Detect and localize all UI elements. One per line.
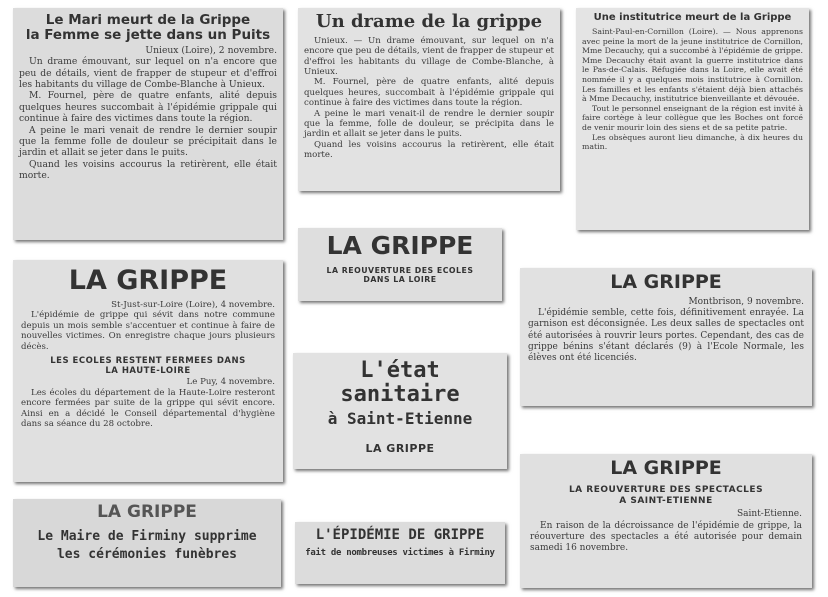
headline: Le Mari meurt de la Grippe [45, 12, 251, 28]
paragraph: Unieux. — Un drame émouvant, sur lequel on n'a encore que peu de détails, vient de frapper de stupeur et d'effroi les habitants du village de Combe-Blanche, à Unieux. [304, 35, 554, 78]
clipping-st-just [13, 260, 283, 482]
dateline: Le Puy, 4 novembre. [186, 376, 275, 387]
paragraph: L'épidémie de grippe qui sévit dans notre commune depuis un mois semble s'accentuer et continue à faire de nouvelles victimes. On enregistre chaque jours plusieurs décès. [21, 310, 275, 353]
subheading: DANS LA LOIRE [363, 275, 437, 285]
dateline: Unieux (Loire), 2 novembre. [145, 44, 277, 56]
subheading: A SAINT-ETIENNE [619, 496, 713, 507]
paragraph: Tout le personnel enseignant de la région est invité à faire cortège à leur collègue que les Boches ont forcé de venir mourir loin des siens et de sa petite patrie. [582, 103, 803, 132]
subheading: LA REOUVERTURE DES SPECTACLES [568, 484, 764, 495]
headline: L'ÉPIDÉMIE DE GRIPPE [315, 527, 485, 543]
clipping-maire-firminy [13, 499, 281, 587]
paragraph: Les obsèques auront lieu dimanche, à dix heures du matin. [582, 132, 803, 152]
paragraph: Les écoles du département de la Haute-Loire resteront encore fermées par suite de la grippe qui sévit encore. Ainsi en a décidé le Conseil départemental d'hygiène dans sa séance du 28 octobre. [21, 387, 275, 430]
headline: LA GRIPPE [68, 265, 228, 296]
subheading: LA HAUTE-LOIRE [105, 366, 191, 377]
clipping-montbrison [520, 268, 812, 406]
paragraph: Un drame émouvant, sur lequel on n'a encore que peu de détails, vient de frapper de stupeur et d'effroi les habitants du village de Combe-Blanche à Unieux. [19, 56, 277, 90]
clipping-institutrice [576, 8, 809, 230]
headline: LA GRIPPE [326, 231, 474, 260]
headline: LA GRIPPE [97, 502, 197, 522]
clipping-etat-sanitaire [293, 353, 507, 469]
dateline: St-Just-sur-Loire (Loire), 4 novembre. [111, 299, 275, 310]
dateline: Montbrison, 9 novembre. [688, 296, 804, 307]
headline: LA GRIPPE [610, 271, 722, 293]
headline: L'état sanitaire [340, 358, 460, 408]
headline: à Saint-Etienne [327, 409, 473, 429]
dateline: Saint-Etienne. [736, 509, 802, 520]
paragraph: M. Fournel, père de quatre enfants, alité depuis quelques heures succombait à l'épidémie grippale qui continue à faire des victimes dans toute la région. [19, 90, 277, 125]
subheading: LA GRIPPE [365, 441, 435, 455]
paragraph: L'épidémie semble, cette fois, définitivement enrayée. La garnison est déconsignée. Les deux salles de spectacles ont été autorisées à rouvrir leurs portes. Cependant, des cas de grippe bénins s'étant déclarés (9) à l'Ecole Normale, les élèves ont été licenciés. [528, 308, 804, 363]
clipping-drame-grippe [298, 8, 560, 191]
headline: les cérémonies funèbres [56, 546, 237, 562]
subheading: LES ECOLES RESTENT FERMEES DANS [50, 355, 246, 366]
subheading: LA REOUVERTURE DES ECOLES [326, 265, 474, 275]
headline: la Femme se jette dans un Puits [25, 26, 271, 43]
subheading: fait de nombreuses victimes à Firminy [305, 548, 495, 559]
headline: Un drame de la grippe [315, 11, 543, 32]
paragraph: En raison de la décroissance de l'épidémie de grippe, la réouverture des spectacles a été autorisée pour demain samedi 16 novembre. [530, 520, 802, 553]
headline: Une institutrice meurt de la Grippe [593, 12, 792, 23]
headline: Le Maire de Firminy supprime [37, 528, 257, 544]
paragraph: Quand les voisins accourus la retirèrent, elle était morte. [304, 139, 554, 161]
paragraph: M. Fournel, père de quatre enfants, alité depuis quelques heures, succombait à l'épidémie grippale qui continue à faire des victimes dans toute la région. [304, 77, 554, 109]
headline: LA GRIPPE [610, 457, 722, 479]
clipping-spectacles [520, 454, 812, 588]
clipping-epidemie-firminy [295, 522, 505, 584]
paragraph: Quand les voisins accourus la retirèrent, elle était morte. [19, 158, 277, 182]
clipping-reouverture-ecoles [298, 228, 502, 301]
paragraph: A peine le mari venait de rendre le dernier soupir que la femme folle de douleur se précipitait dans le jardin et allait se jeter dans le puits. [19, 124, 277, 159]
paragraph: Saint-Paul-en-Cornillon (Loire). — Nous apprenons avec peine la mort de la jeune institutrice de Cornillon, Mme Decauchy, qui a succombé à l'épidémie de grippe. Mme Decauchy était avant la guerre institutrice dans le Pas-de-Calais. Réfugiée dans la Loire, elle avait été nommée il y a quelques mois institutrice à Cornillon. Les familles et les enfants s'étaient déjà bien attachés à Mme Decauchy, institutrice bienveillante et dévouée. [582, 27, 803, 104]
paragraph: A peine le mari venait-il de rendre le dernier soupir que la femme, folle de douleur, se précipita dans le jardin et allait se jeter dans le puits. [304, 108, 554, 140]
clipping-mari-meurt [13, 8, 283, 240]
